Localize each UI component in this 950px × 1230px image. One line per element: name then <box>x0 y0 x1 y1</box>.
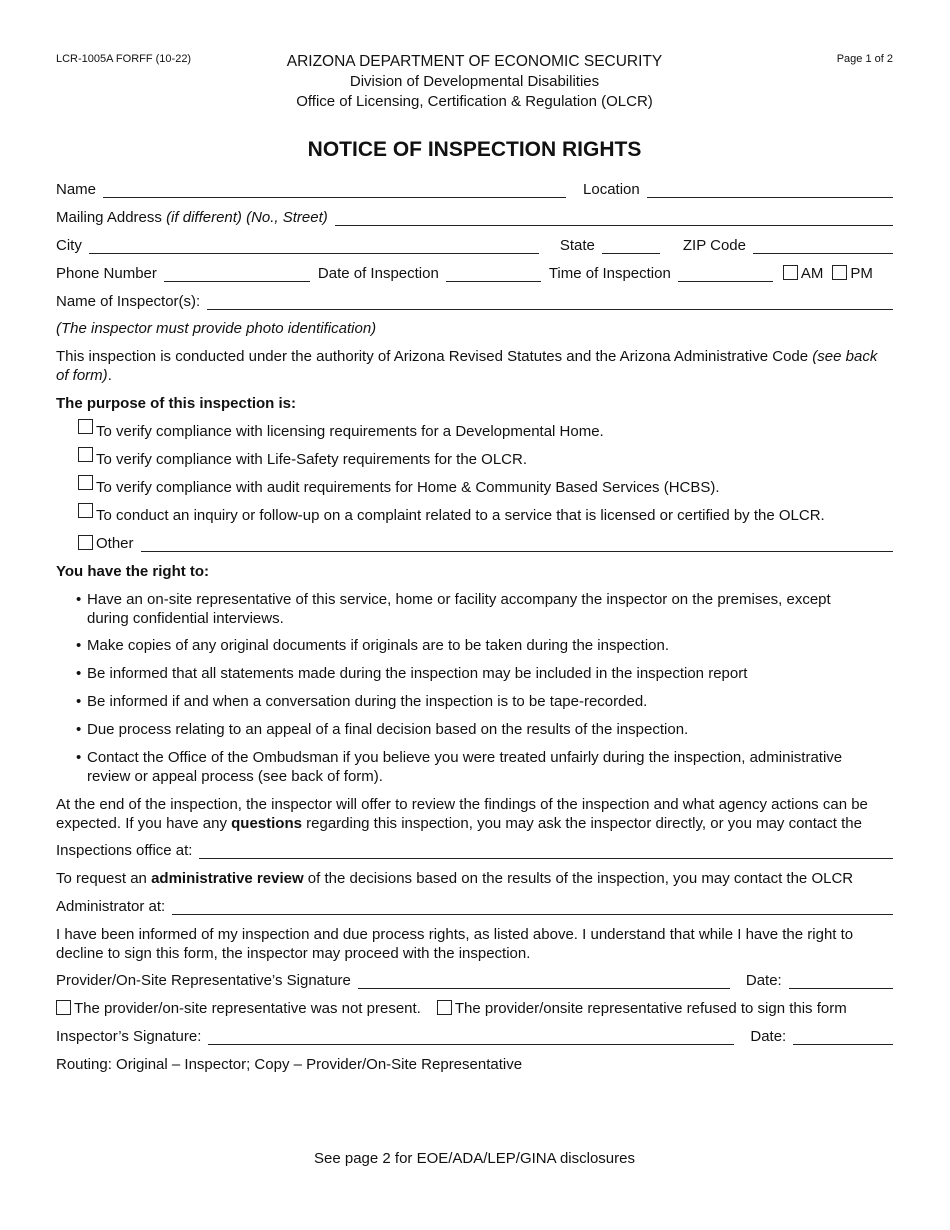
zip-field[interactable] <box>753 239 893 254</box>
inspectors-row <box>56 290 893 310</box>
refused-label: The provider/onsite representative refused to sign this form <box>454 1000 847 1017</box>
location-label: Location <box>583 181 640 198</box>
purpose-option-label: To verify compliance with audit requirements for Home & Community Based Services (HCBS). <box>96 479 720 496</box>
provider-status-row <box>56 997 893 1017</box>
admin-review-bold: administrative review <box>151 870 304 887</box>
date-of-inspection-label: Date of Inspection <box>317 265 439 282</box>
inspections-office-label: Inspections office at: <box>56 842 193 859</box>
not-present-checkbox[interactable] <box>56 1000 71 1015</box>
phone-date-time-row <box>56 262 893 282</box>
state-field[interactable] <box>602 239 660 254</box>
administrator-field[interactable] <box>172 900 893 915</box>
end-review-statement <box>56 795 893 833</box>
purpose-heading: The purpose of this inspection is: <box>56 395 297 412</box>
agency-header <box>56 52 893 112</box>
office-name: Office of Licensing, Certification & Regulation (OLCR) <box>296 93 653 110</box>
inspectors-field[interactable] <box>207 295 893 310</box>
purpose-other-row <box>78 532 893 552</box>
inspections-office-row <box>56 839 893 859</box>
pm-checkbox[interactable] <box>832 265 847 280</box>
mailing-address-note: (if different) (No., Street) <box>166 209 328 226</box>
provider-signature-row <box>56 969 893 989</box>
end-review-text: At the end of the inspection, the inspector will offer to review the findings of the inspection and what agency actions can be expected. If you have any <box>56 796 868 832</box>
city-state-zip-row <box>56 234 893 254</box>
purpose-option-label: To conduct an inquiry or follow-up on a complaint related to a service that is licensed or certified by the OLCR. <box>96 507 825 524</box>
rights-item-text: Make copies of any original documents if originals are to be taken during the inspection. <box>87 637 670 654</box>
admin-review-text: To request an <box>56 870 152 887</box>
rights-heading: You have the right to: <box>56 563 210 580</box>
am-checkbox[interactable] <box>783 265 798 280</box>
provider-signature-label: Provider/On-Site Representative’s Signature <box>56 972 351 989</box>
time-of-inspection-label: Time of Inspection <box>548 265 671 282</box>
page-title: NOTICE OF INSPECTION RIGHTS <box>307 138 642 161</box>
rights-item-text: Be informed if and when a conversation during the inspection is to be tape-recorded. <box>87 693 648 710</box>
acknowledgement-statement: I have been informed of my inspection and due process rights, as listed above. I understand that while I have the right to decline to sign this form, the inspector may proceed with the inspection. <box>56 926 854 962</box>
inspector-signature-row <box>56 1025 893 1045</box>
purpose-option-label: To verify compliance with Life-Safety requirements for the OLCR. <box>96 451 528 468</box>
authority-end: . <box>107 367 112 384</box>
purpose-checkbox[interactable] <box>78 419 93 434</box>
not-present-label: The provider/on-site representative was not present. <box>74 1000 421 1017</box>
rights-item-text: Contact the Office of the Ombudsman if you believe you were treated unfairly during the inspection, administrative review or appeal process (see back of form). <box>87 749 843 785</box>
purpose-option <box>78 421 893 441</box>
photo-id-note: (The inspector must provide photo identification) <box>56 320 377 337</box>
refused-checkbox[interactable] <box>437 1000 452 1015</box>
am-label: AM <box>800 265 824 282</box>
administrator-label: Administrator at: <box>56 898 166 915</box>
authority-text: This inspection is conducted under the authority of Arizona Revised Statutes and the Arizona Administrative Code <box>56 348 813 365</box>
admin-review-statement <box>56 869 893 888</box>
date-of-inspection-field[interactable] <box>446 267 541 282</box>
routing-note: Routing: Original – Inspector; Copy – Provider/On-Site Representative <box>56 1056 523 1073</box>
phone-label: Phone Number <box>56 265 157 282</box>
administrator-row <box>56 895 893 915</box>
location-field[interactable] <box>647 183 893 198</box>
admin-review-text-2: of the decisions based on the results of the inspection, you may contact the OLCR <box>303 870 854 887</box>
authority-statement <box>56 347 893 385</box>
rights-item-text: Be informed that all statements made during the inspection may be included in the inspection report <box>87 665 748 682</box>
purpose-option <box>78 449 893 469</box>
footer-disclosure: See page 2 for EOE/ADA/LEP/GINA disclosures <box>314 1150 635 1167</box>
purpose-checkbox[interactable] <box>78 475 93 490</box>
inspectors-label: Name of Inspector(s): <box>56 293 201 310</box>
mailing-address-row <box>56 206 893 226</box>
name-field[interactable] <box>103 183 566 198</box>
provider-signature-field[interactable] <box>358 974 730 989</box>
end-review-text-2: regarding this inspection, you may ask the inspector directly, or you may contact the <box>301 815 862 832</box>
agency-name: ARIZONA DEPARTMENT OF ECONOMIC SECURITY <box>286 53 663 70</box>
inspector-date-label: Date: <box>750 1028 787 1045</box>
end-review-bold: questions <box>231 815 302 832</box>
zip-label: ZIP Code <box>682 237 746 254</box>
inspector-signature-field[interactable] <box>208 1030 734 1045</box>
mailing-address-label: Mailing Address <box>56 209 162 226</box>
city-field[interactable] <box>89 239 539 254</box>
name-location-row <box>56 178 893 198</box>
rights-item: • Be informed if and when a conversation during the inspection is to be tape-recorded. <box>76 693 648 710</box>
rights-item: • Make copies of any original documents if originals are to be taken during the inspection. <box>76 637 670 654</box>
page-number: Page 1 of 2 <box>836 53 893 65</box>
time-of-inspection-field[interactable] <box>678 267 773 282</box>
rights-item: • Due process relating to an appeal of a final decision based on the results of the inspection. <box>76 721 689 738</box>
purpose-checkbox[interactable] <box>78 447 93 462</box>
purpose-checkbox[interactable] <box>78 503 93 518</box>
purpose-option-label: To verify compliance with licensing requirements for a Developmental Home. <box>96 423 604 440</box>
purpose-option <box>78 505 893 525</box>
state-label: State <box>559 237 595 254</box>
purpose-other-checkbox[interactable] <box>78 535 93 550</box>
rights-item-text: Due process relating to an appeal of a final decision based on the results of the inspection. <box>87 721 689 738</box>
phone-field[interactable] <box>164 267 310 282</box>
rights-item-text: Have an on-site representative of this service, home or facility accompany the inspector on the premises, except during confidential interviews. <box>87 591 831 627</box>
pm-label: PM <box>850 265 873 282</box>
purpose-other-label: Other <box>96 535 134 552</box>
inspector-date-field[interactable] <box>793 1030 893 1045</box>
provider-date-field[interactable] <box>789 974 893 989</box>
inspections-office-field[interactable] <box>199 844 893 859</box>
form-number: LCR-1005A FORFF (10-22) <box>56 53 192 65</box>
inspector-signature-label: Inspector’s Signature: <box>56 1028 202 1045</box>
rights-item: • Have an on-site representative of this service, home or facility accompany the inspector on the premises, except during confidential interviews. <box>76 591 831 627</box>
division-name: Division of Developmental Disabilities <box>349 73 600 90</box>
authority-note: (see back of form) <box>56 348 878 384</box>
provider-date-label: Date: <box>745 972 782 989</box>
purpose-option <box>78 477 893 497</box>
name-label: Name <box>56 181 97 198</box>
rights-item: • Contact the Office of the Ombudsman if you believe you were treated unfairly during the inspection, administrative review or appeal process (see back of form). <box>76 749 843 785</box>
purpose-other-field[interactable] <box>141 537 893 552</box>
city-label: City <box>56 237 82 254</box>
mailing-address-field[interactable] <box>335 211 893 226</box>
rights-item: • Be informed that all statements made during the inspection may be included in the inspection report <box>76 665 748 682</box>
form-page <box>56 0 893 1230</box>
